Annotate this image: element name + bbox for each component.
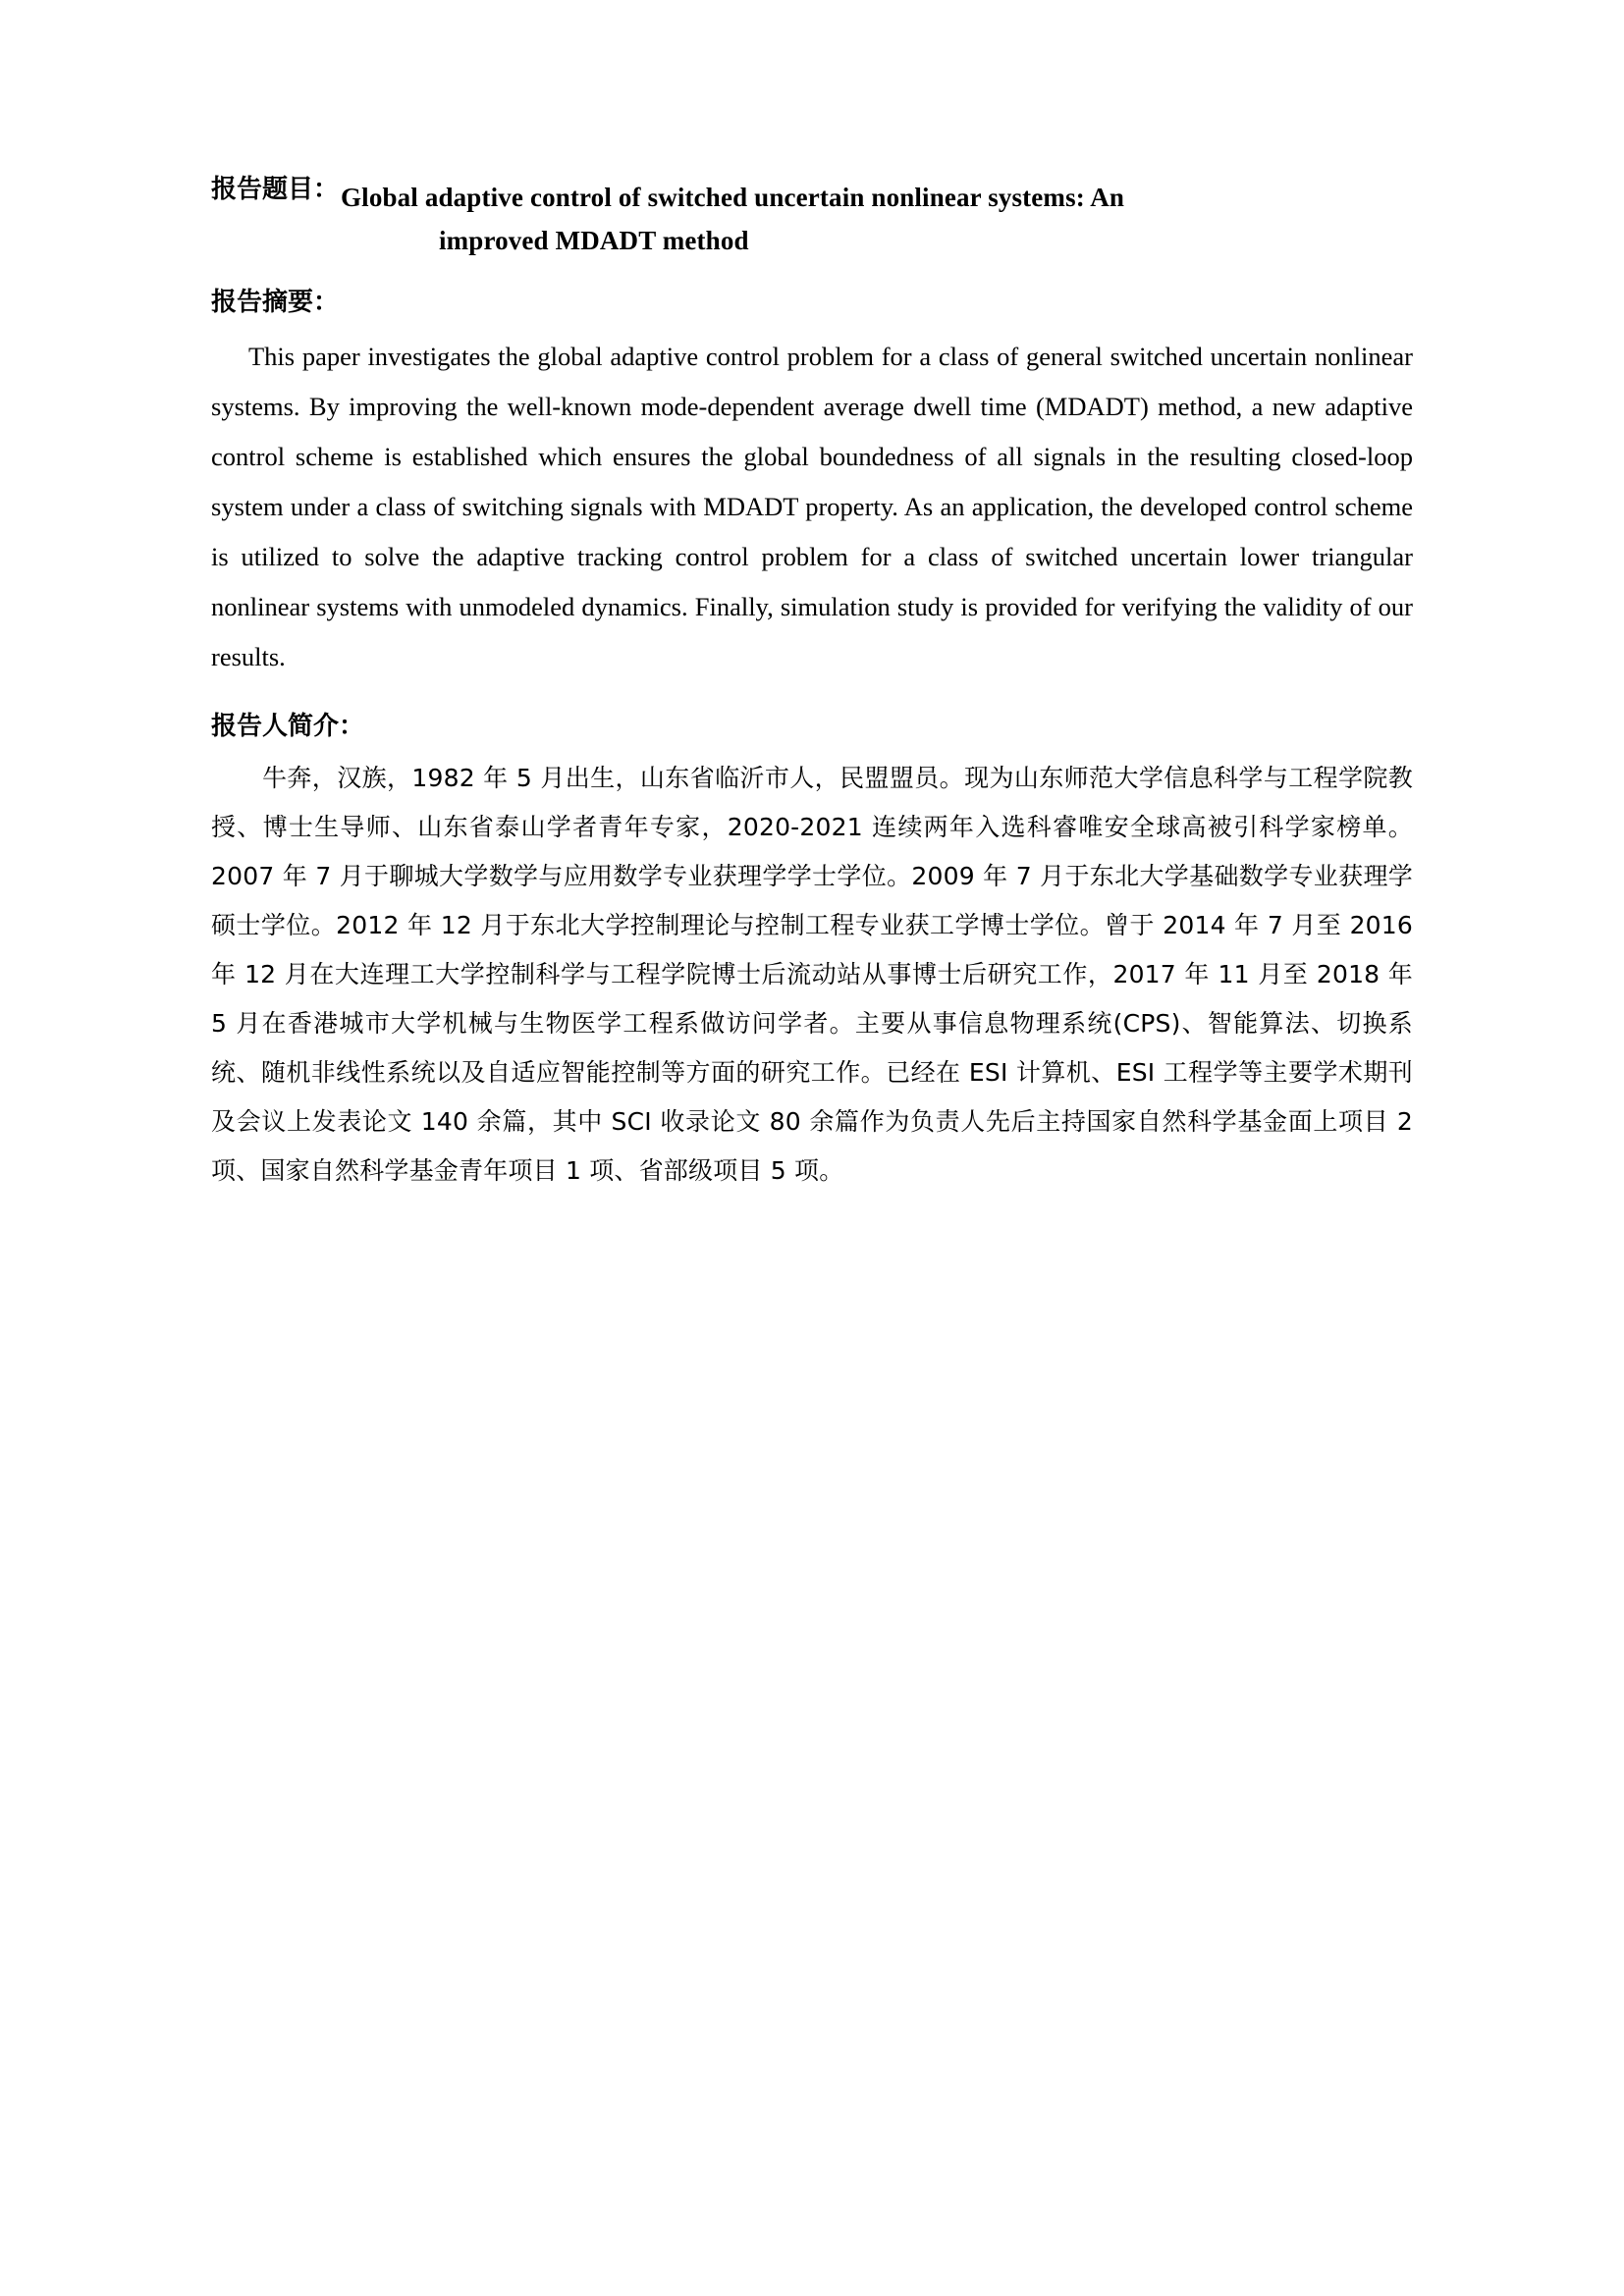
report-title-text [339,177,1413,262]
abstract-label: 报告摘要： [211,288,340,318]
speaker-label: 报告人简介： [211,711,365,741]
document-body [211,177,1413,1196]
report-title-line-2: improved MDADT method [439,225,749,255]
abstract-paragraph: This paper investigates the global adaptive control problem for a class of general switched uncertain nonlinear systems. By improving the well-known mode-dependent average dwell time (MDADT) method, a new adaptive control scheme is established which ensures the global boundedness of all signals in the resulting closed-loop system under a class of switching signals with MDADT property. As an application, the developed control scheme is utilized to solve the adaptive tracking control problem for a class of switched uncertain lower triangular nonlinear systems with unmodeled dynamics. Finally, simulation study is provided for verifying the validity of our results. [211,342,1413,671]
report-title-row [211,177,1413,262]
speaker-bio-paragraph: 牛奔，汉族，1982 年 5 月出生，山东省临沂市人，民盟盟员。现为山东师范大学信息科学与工程学院教授、博士生导师、山东省泰山学者青年专家，2020-2021 连续两年入选科睿唯安全球高被引科学家榜单。2007 年 7 月于聊城大学数学与应用数学专业获理学学士学位。2009 年 7 月于东北大学基础数学专业获理学硕士学位。2012 年 12 月于东北大学控制理论与控制工程专业获工学博士学位。曾于 2014 年 7 月至 2016 年 12 月在大连理工大学控制科学与工程学院博士后流动站从事博士后研究工作，2017 年 11 月至 2018 年 5 月在香港城市大学机械与生物医学工程系做访问学者。主要从事信息物理系统(CPS)、智能算法、切换系统、随机非线性系统以及自适应智能控制等方面的研究工作。已经在 ESI 计算机、ESI 工程学等主要学术期刊及会议上发表论文 140 余篇，其中 SCI 收录论文 80 余篇作为负责人先后主持国家自然科学基金面上项目 2 项、国家自然科学基金青年项目 1 项、省部级项目 5 项。 [211,763,1413,1185]
report-title-line-1: Global adaptive control of switched uncertain nonlinear systems: An [341,183,1125,212]
report-title-label: 报告题目： [211,175,340,204]
